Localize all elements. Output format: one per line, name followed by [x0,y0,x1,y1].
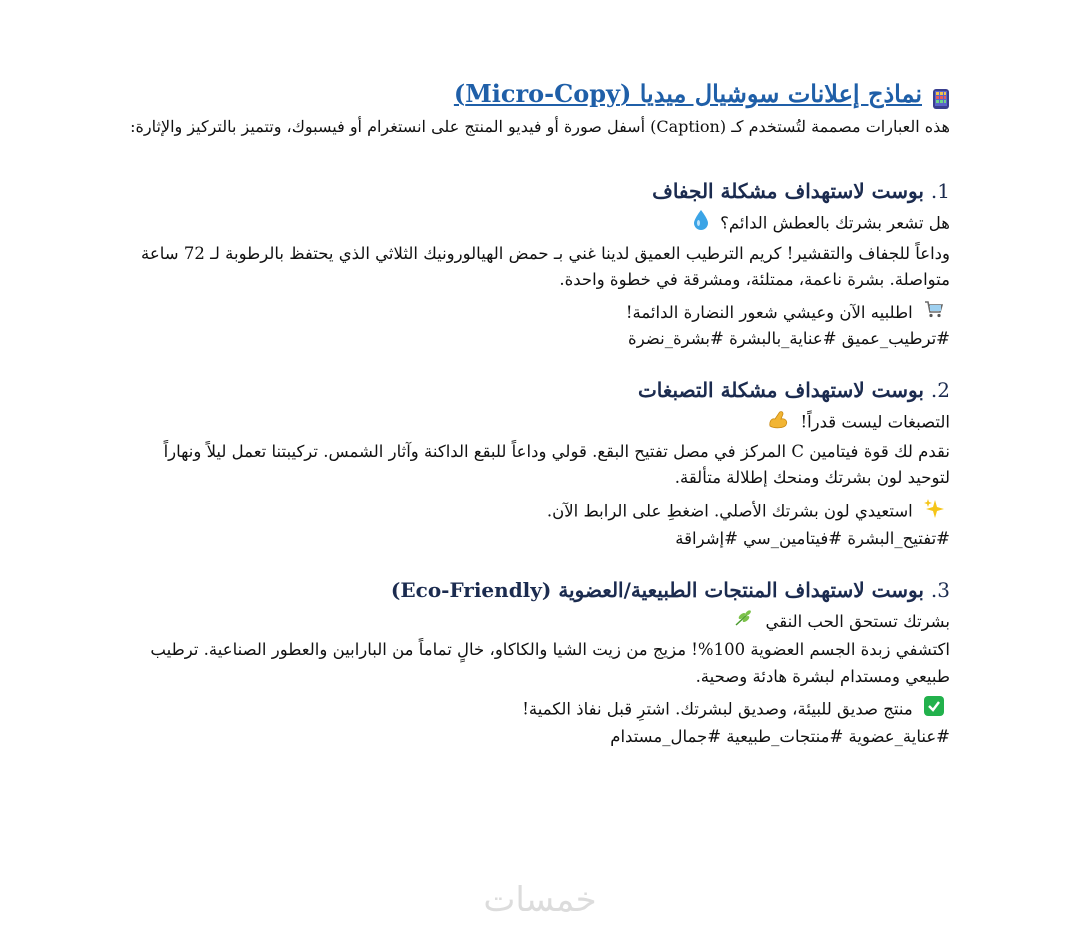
body-text: وداعاً للجفاف والتقشير! كريم الترطيب العميق لدينا غني بـ حمض الهيالورونيك الثلاثي الذي يحتفظ بالرطوبة لـ 72 ساعة متواصلة. بشرة ناعمة، ممتلئة، ومشرقة في خطوة واحدة. [141,243,950,290]
hashtags: #عناية_عضوية #منتجات_طبيعية #جمال_مستدام [610,727,950,747]
cta-text: اطلبيه الآن وعيشي شعور النضارة الدائمة! [625,302,913,322]
hook-line [120,609,950,636]
cta-line [120,498,950,526]
section-number: 2. [930,377,950,402]
section-title [120,377,950,403]
section-number: 1. [930,179,950,204]
section-title-text: بوست لاستهداف مشكلة التصبغات [637,377,924,402]
phone-grid-icon [932,85,950,103]
section-number: 3. [930,577,950,602]
hook-text: هل تشعر بشرتك بالعطش الدائم؟ [720,214,950,234]
page-title-row [120,78,950,109]
page-title: نماذج إعلانات سوشيال ميديا (Micro-Copy) [453,79,922,108]
intro-paragraph: هذه العبارات مصممة لتُستخدم كـ (Caption) أسفل صورة أو فيديو المنتج على انستغرام أو فيسبوك، وتتميز بالتركيز والإثارة: [130,117,950,137]
cta-text: استعيدي لون بشرتك الأصلي. اضغطِ على الرابط الآن. [546,501,913,521]
section-dryness [120,178,950,352]
herb-leaf-icon [734,609,754,635]
section-title-text: بوست لاستهداف المنتجات الطبيعية/العضوية (Eco-Friendly) [390,577,924,602]
document-page [120,78,950,751]
cta-line [120,300,950,327]
section-title [120,577,950,603]
body-text: نقدم لك قوة فيتامين C المركز في مصل تفتيح البقع. قولي وداعاً للبقع الداكنة وآثار الشمس. تركيبتنا تعمل ليلاً ونهاراً لتوحيد لون بشرتك ومنحك إطلالة متألقة. [163,442,950,488]
sparkles-icon [924,498,944,526]
shopping-cart-icon [924,300,944,326]
section-title-text: بوست لاستهداف مشكلة الجفاف [652,179,924,204]
hook-line [120,210,950,238]
hashtags: #ترطيب_عميق #عناية_بالبشرة #بشرة_نضرة [628,329,950,349]
cta-text: منتج صديق للبيئة، وصديق لبشرتك. اشترِ قبل نفاذ الكمية! [522,699,913,719]
hook-text: التصبغات ليست قدراً! [800,412,950,432]
section-organic [120,577,950,751]
hashtags: #تفتيح_البشرة #فيتامين_سي #إشراقة [675,529,950,549]
hook-line [120,409,950,437]
watermark-logo: خمسات [483,880,597,920]
cta-line [120,696,950,724]
section-title [120,178,950,204]
body-text: اكتشفي زبدة الجسم العضوية 100%! مزيج من زيت الشيا والكاكاو، خالٍ تماماً من البارابين والعطور الصناعية. ترطيب طبيعي ومستدام لبشرة هادئة وصحية. [150,640,950,686]
water-drop-icon [693,210,709,238]
hook-text: بشرتك تستحق الحب النقي [765,611,950,631]
section-pigmentation [120,377,950,553]
flexed-arm-icon [767,409,789,437]
check-mark-box-icon [924,696,944,724]
